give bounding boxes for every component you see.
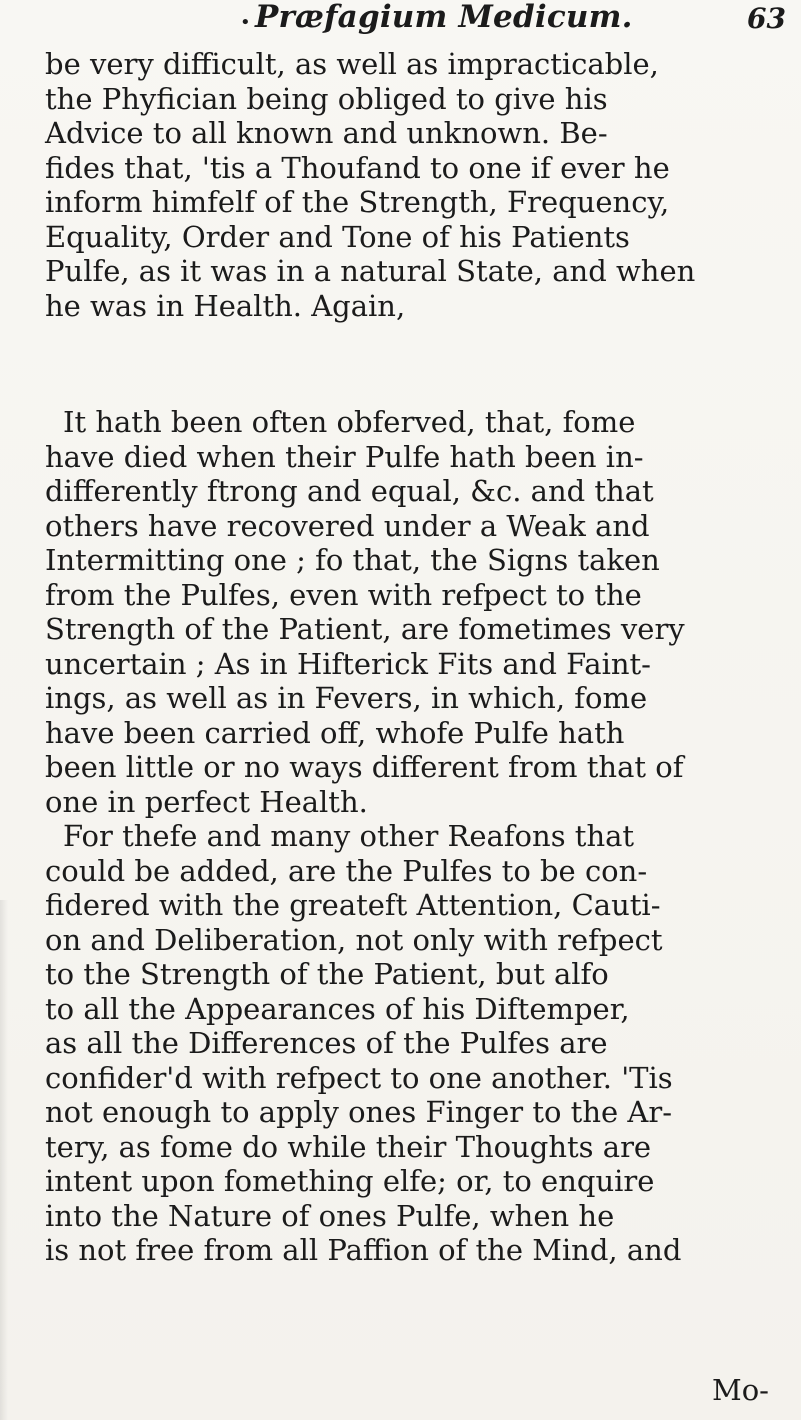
text-line: inform himfelf of the Strength, Frequency, (45, 185, 670, 219)
text-line: It hath been often obferved, that, fome (63, 405, 636, 439)
text-line: intent upon fomething elfe; or, to enquire (45, 1164, 655, 1198)
text-line: have died when their Pulfe hath been in- (45, 439, 644, 474)
text-line: have been carried off, whofe Pulfe hath (45, 715, 625, 750)
page-gutter-shadow (0, 900, 8, 1420)
text-line: as all the Differences of the Pulfes are (45, 1026, 608, 1060)
text-line: uncertain ; As in Hifterick Fits and Faint- (45, 646, 651, 681)
text-line: tery, as fome do while their Thoughts are (45, 1129, 652, 1164)
text-line: Strength of the Patient, are fometimes very (45, 612, 685, 646)
paragraph-two (45, 405, 775, 1268)
text-line: from the Pulfes, even with refpect to the (45, 577, 642, 612)
text-line: not enough to apply ones Finger to the Ar- (45, 1095, 672, 1129)
text-line: to the Strength of the Patient, but alfo (45, 957, 609, 991)
text-line: Advice to all known and unknown. Be- (45, 116, 608, 150)
text-line: been little or no ways different from that of (45, 750, 684, 784)
text-line: Intermitting one ; fo that, the Signs taken (45, 543, 660, 577)
text-line: be very difficult, as well as impracticable, (45, 47, 659, 81)
header-ornament: • (240, 12, 251, 33)
text-line: the Phyfician being obliged to give his (45, 81, 608, 116)
text-line: on and Deliberation, not only with refpect (45, 922, 663, 957)
text-line: one in perfect Health. (45, 784, 368, 819)
page-number: 63 (747, 2, 786, 35)
text-line: into the Nature of ones Pulfe, when he (45, 1198, 615, 1233)
text-line: others have recovered under a Weak and (45, 508, 650, 543)
running-header (0, 0, 801, 40)
text-line: fides that, 'tis a Thoufand to one if ever he (45, 150, 670, 185)
text-line: ings, as well as in Fevers, in which, fome (45, 681, 648, 715)
text-line: confider'd with refpect to one another. 'Tis (45, 1060, 673, 1095)
text-line: differently ftrong and equal, &c. and that (45, 474, 654, 508)
text-line: to all the Appearances of his Diftemper, (45, 991, 630, 1026)
paragraph-one (45, 47, 775, 323)
catchword: Mo- (712, 1373, 769, 1407)
text-line: could be added, are the Pulfes to be con- (45, 853, 648, 888)
text-line: Equality, Order and Tone of his Patients (45, 219, 630, 254)
text-line: fidered with the greateft Attention, Cauti- (45, 888, 661, 922)
text-line: Pulfe, as it was in a natural State, and when (45, 254, 696, 288)
text-line: is not free from all Paffion of the Mind, and (45, 1233, 682, 1267)
header-title: Præfagium Medicum. (255, 0, 633, 35)
text-line: he was in Health. Again, (45, 288, 406, 323)
text-line: For thefe and many other Reafons that (63, 819, 635, 853)
